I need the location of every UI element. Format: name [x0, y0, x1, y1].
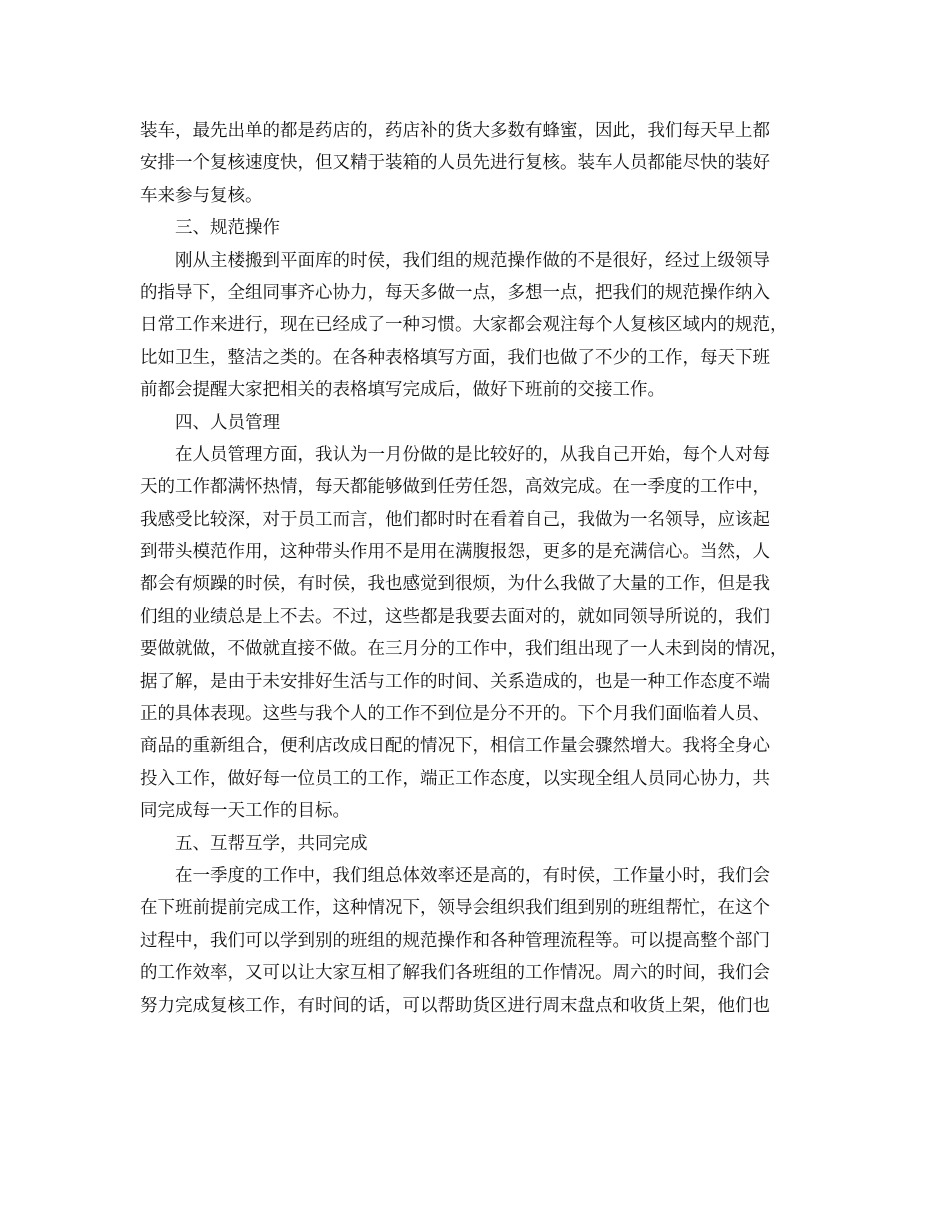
paragraph-line: 天的工作都满怀热情，每天都能够做到任劳任怨，高效完成。在一季度的工作中， [140, 477, 770, 498]
paragraph-line: 车来参与复核。 [140, 185, 263, 206]
paragraph-line: 装车，最先出单的都是药店的，药店补的货大多数有蜂蜜，因此，我们每天早上都 [140, 121, 770, 141]
paragraph-line: 都会有烦躁的时侯，有时侯，我也感觉到很烦，为什么我做了大量的工作，但是我 [140, 574, 770, 595]
paragraph-line: 在下班前提前完成工作，这种情况下，领导会组织我们组到别的班组帮忙，在这个 [140, 898, 770, 919]
paragraph-line: 过程中，我们可以学到别的班组的规范操作和各种管理流程等。可以提高整个部门 [140, 930, 770, 951]
paragraph-line: 们组的业绩总是上不去。不过，这些都是我要去面对的，就如同领导所说的，我们 [140, 606, 770, 627]
paragraph-line: 我感受比较深，对于员工而言，他们都时时在看着自己，我做为一名领导，应该起 [140, 509, 770, 530]
paragraph-line: 同完成每一天工作的目标。 [140, 801, 350, 822]
paragraph-line: 安排一个复核速度快，但又精于装箱的人员先进行复核。装车人员都能尽快的装好 [140, 153, 770, 174]
paragraph-line: 要做就做，不做就直接不做。在三月分的工作中，我们组出现了一人未到岗的情况， [140, 639, 788, 660]
paragraph-line: 努力完成复核工作，有时间的话，可以帮助货区进行周末盘点和收货上架，他们也 [140, 995, 770, 1016]
paragraph-line: 前都会提醒大家把相关的表格填写完成后，做好下班前的交接工作。 [140, 380, 665, 401]
paragraph-line: 刚从主楼搬到平面库的时侯，我们组的规范操作做的不是很好，经过上级领导 [175, 250, 770, 271]
paragraph-line: 日常工作来进行，现在已经成了一种习惯。大家都会观注每个人复核区域内的规范， [140, 315, 788, 336]
document-body [140, 115, 820, 1022]
section-heading: 五、互帮互学，共同完成 [175, 833, 368, 854]
paragraph-line: 的工作效率，又可以让大家互相了解我们各班组的工作情况。周六的时间，我们会 [140, 963, 770, 984]
section-heading: 三、规范操作 [175, 218, 280, 239]
section-heading: 四、人员管理 [175, 412, 280, 433]
paragraph-line: 据了解，是由于未安排好生活与工作的时间、关系造成的，也是一种工作态度不端 [140, 671, 770, 692]
paragraph-line: 比如卫生，整洁之类的。在各种表格填写方面，我们也做了不少的工作，每天下班 [140, 347, 770, 368]
paragraph-line: 到带头模范作用，这种带头作用不是用在满腹报怨，更多的是充满信心。当然，人 [140, 542, 770, 563]
paragraph-line: 在人员管理方面，我认为一月份做的是比较好的，从我自己开始，每个人对每 [175, 444, 770, 465]
paragraph-line: 商品的重新组合，便利店改成日配的情况下，相信工作量会骤然增大。我将全身心 [140, 736, 770, 757]
paragraph-line: 在一季度的工作中，我们组总体效率还是高的，有时侯，工作量小时，我们会 [175, 865, 770, 886]
paragraph-line: 的指导下，全组同事齐心协力，每天多做一点，多想一点，把我们的规范操作纳入 [140, 282, 770, 303]
paragraph-line: 投入工作，做好每一位员工的工作，端正工作态度，以实现全组人员同心协力，共 [140, 768, 770, 789]
paragraph-line: 正的具体表现。这些与我个人的工作不到位是分不开的。下个月我们面临着人员、 [140, 704, 770, 725]
